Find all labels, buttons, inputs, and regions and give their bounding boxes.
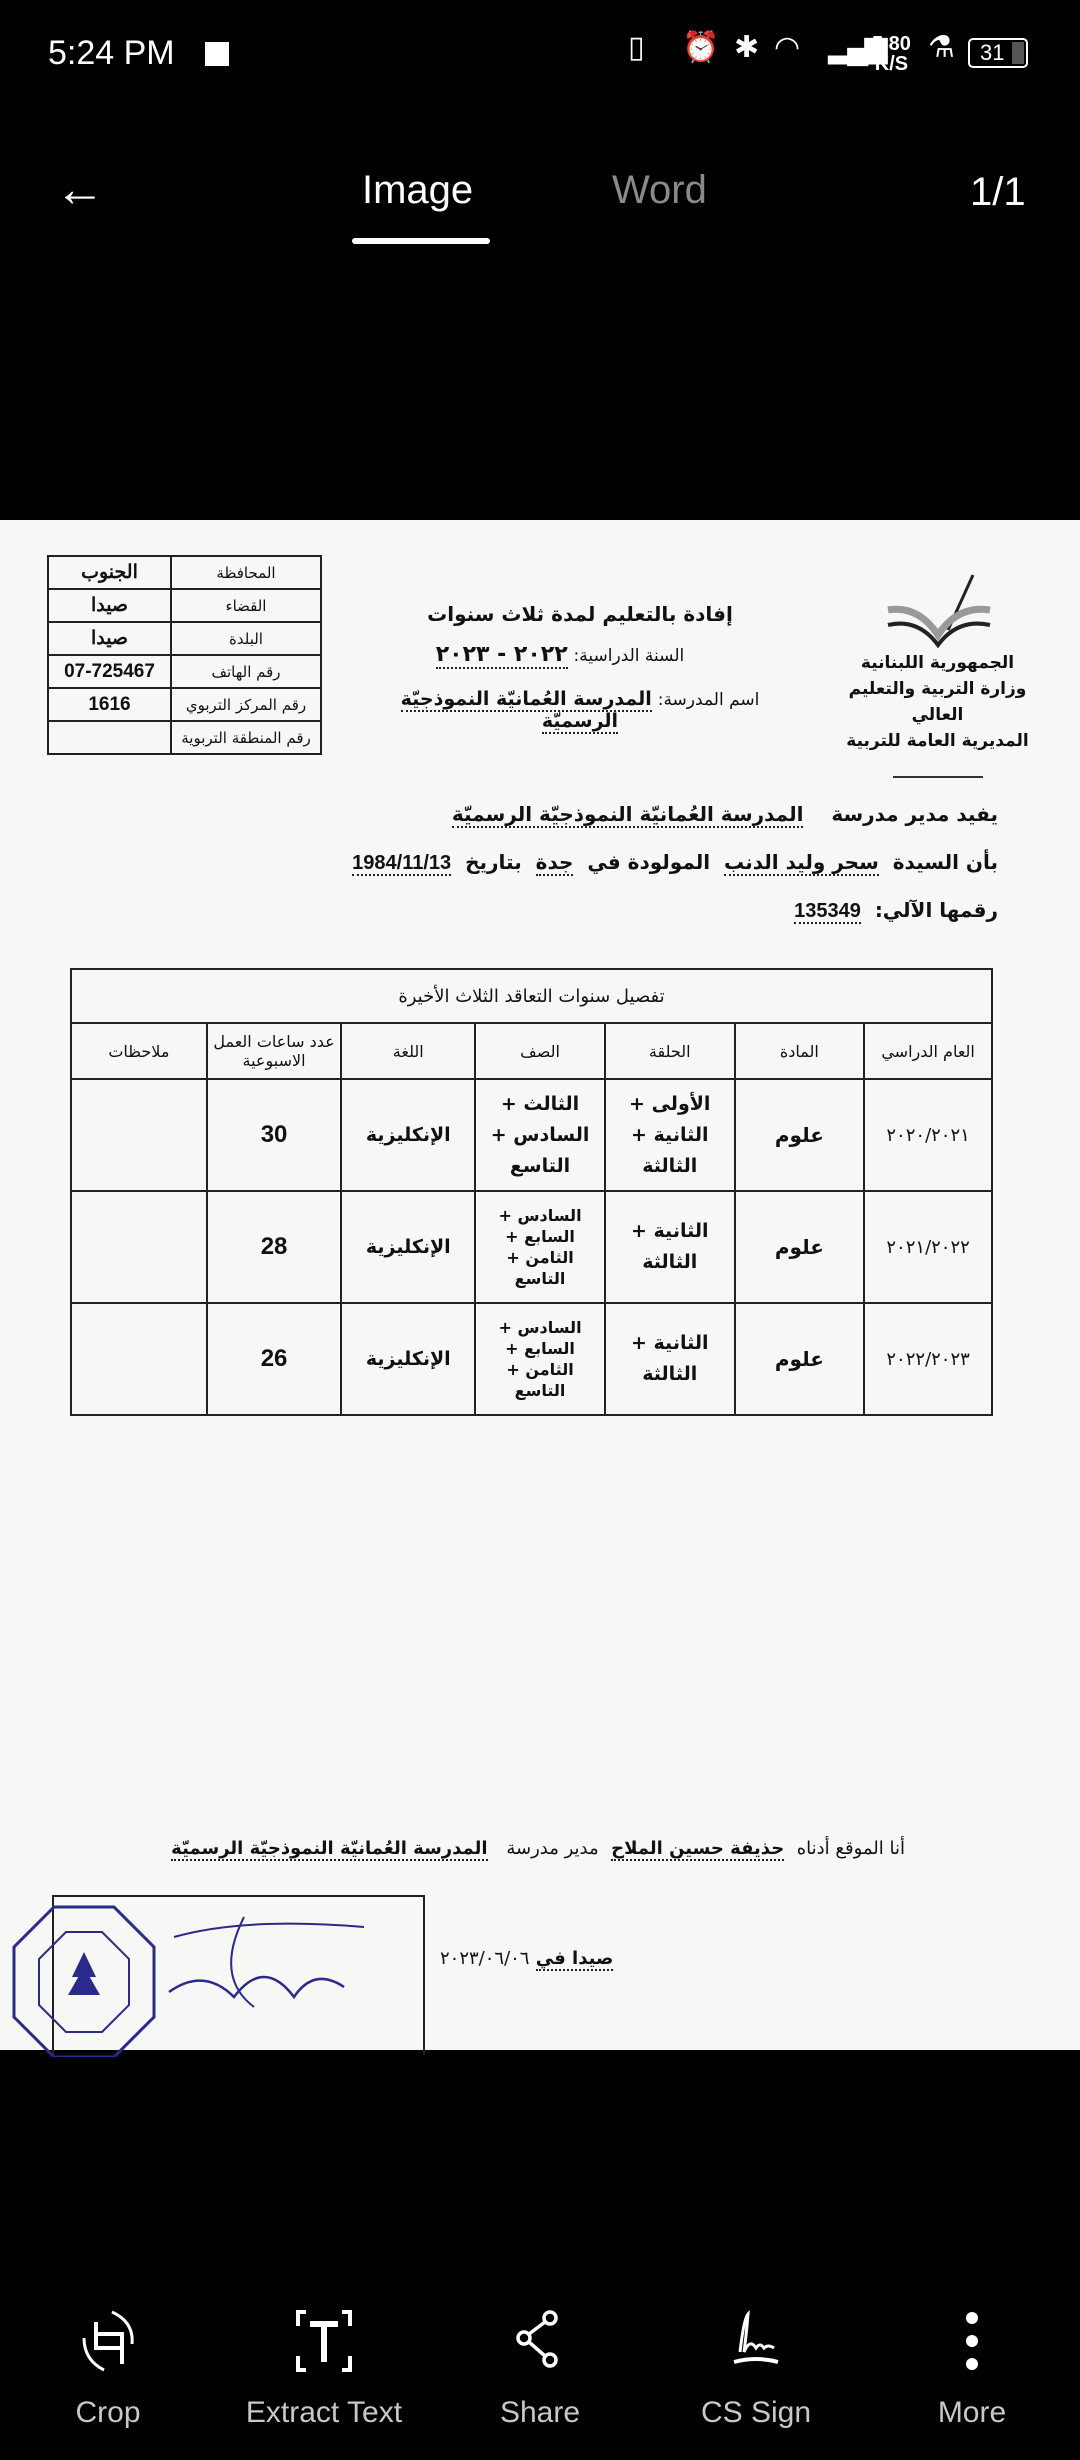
signature-date bbox=[440, 1948, 613, 1969]
school-label: اسم المدرسة: bbox=[657, 690, 760, 710]
document-title: إفادة بالتعليم لمدة ثلاث سنوات bbox=[427, 602, 733, 626]
table-row bbox=[71, 1303, 992, 1415]
cycle-line: الثانية + bbox=[631, 1123, 709, 1146]
info-row bbox=[48, 556, 321, 589]
school-name-line bbox=[360, 688, 800, 732]
cell-hours: 26 bbox=[207, 1303, 342, 1415]
cell-language: الإنكليزية bbox=[341, 1303, 475, 1415]
text: المولودة في bbox=[587, 850, 711, 874]
share-button[interactable] bbox=[432, 2280, 648, 2430]
cycle-line: الثانية + bbox=[631, 1220, 709, 1242]
signature-statement bbox=[171, 1838, 905, 1859]
bluetooth-icon: ✱ bbox=[734, 31, 760, 64]
cell-grade bbox=[475, 1079, 605, 1191]
academic-year bbox=[360, 642, 760, 667]
tab-image[interactable]: Image bbox=[362, 168, 474, 212]
more-button[interactable] bbox=[864, 2280, 1080, 2430]
info-value: 1616 bbox=[48, 688, 171, 721]
column-header: اللغة bbox=[341, 1023, 475, 1079]
text: مدير مدرسة bbox=[506, 1838, 599, 1859]
cell-hours: 30 bbox=[207, 1079, 342, 1191]
alarm-icon: ⏰ bbox=[682, 31, 720, 64]
date: ٢٠٢٣/٠٦/٠٦ bbox=[440, 1948, 530, 1969]
table-caption: تفصيل سنوات التعاقد الثلاث الأخيرة bbox=[71, 969, 992, 1023]
person-name: سحر وليد الدنب bbox=[724, 850, 879, 874]
text: بأن السيدة bbox=[892, 850, 998, 874]
text: أنا الموقع أدناه bbox=[796, 1838, 905, 1859]
grade-line: السابع + bbox=[505, 1227, 575, 1246]
info-label: رقم الهاتف bbox=[171, 655, 321, 688]
clock: 5:24 PM bbox=[48, 34, 175, 72]
text: رقمها الآلي: bbox=[874, 898, 998, 922]
official-stamp-icon bbox=[4, 1897, 377, 2057]
info-value bbox=[48, 721, 171, 754]
page-indicator: 1/1 bbox=[970, 170, 1026, 214]
signature-icon bbox=[726, 2308, 786, 2374]
grade-line: التاسع bbox=[514, 1269, 566, 1288]
year-label: السنة الدراسية: bbox=[573, 646, 685, 666]
column-header: الحلقة bbox=[605, 1023, 735, 1079]
info-row bbox=[48, 655, 321, 688]
vibrate-icon: ▯ bbox=[628, 31, 645, 64]
cell-language: الإنكليزية bbox=[341, 1079, 475, 1191]
battery-level: 31 bbox=[980, 40, 1005, 65]
info-value: صيدا bbox=[48, 622, 171, 655]
text: يفيد مدير مدرسة bbox=[831, 802, 998, 826]
extract-text-label: Extract Text bbox=[245, 2396, 403, 2429]
cell-year: ٢٠٢٠/٢٠٢١ bbox=[864, 1079, 992, 1191]
cell-cycle bbox=[605, 1191, 735, 1303]
network-speed: 5.80 K/S bbox=[872, 33, 911, 75]
grade-line: الثامن + bbox=[506, 1360, 574, 1379]
cell-subject: علوم bbox=[735, 1303, 865, 1415]
tab-word[interactable]: Word bbox=[612, 168, 707, 212]
wifi-icon: ◠ bbox=[774, 31, 801, 64]
divider bbox=[893, 776, 983, 778]
back-arrow-icon[interactable]: ← bbox=[55, 161, 105, 217]
cell-subject: علوم bbox=[735, 1079, 865, 1191]
grade-line: الثالث + bbox=[500, 1092, 580, 1115]
grade-line: السادس + bbox=[490, 1123, 590, 1146]
logo-line-1: الجمهورية اللبنانية bbox=[860, 653, 1015, 673]
year-value: ٢٠٢٢ - ٢٠٢٣ bbox=[435, 642, 568, 667]
cs-sign-button[interactable] bbox=[648, 2280, 864, 2430]
info-label: القضاء bbox=[171, 589, 321, 622]
school-value: المدرسة العُمانيّة النموذجيّة الرسميّة bbox=[400, 688, 652, 732]
flask-icon: ⚗ bbox=[928, 31, 955, 64]
birth-place: جدة bbox=[535, 850, 574, 874]
more-label: More bbox=[937, 2396, 1007, 2429]
cycle-line: الثالثة bbox=[642, 1251, 698, 1273]
cell-grade bbox=[475, 1303, 605, 1415]
cell-notes bbox=[71, 1191, 207, 1303]
extract-text-icon bbox=[294, 2308, 354, 2374]
column-header: المادة bbox=[735, 1023, 865, 1079]
cycle-line: الثالثة bbox=[642, 1363, 698, 1385]
grade-line: السابع + bbox=[505, 1339, 575, 1358]
info-row bbox=[48, 622, 321, 655]
cell-year: ٢٠٢٢/٢٠٢٣ bbox=[864, 1303, 992, 1415]
cell-year: ٢٠٢١/٢٠٢٢ bbox=[864, 1191, 992, 1303]
cell-subject: علوم bbox=[735, 1191, 865, 1303]
column-header: الصف bbox=[475, 1023, 605, 1079]
extract-text-button[interactable] bbox=[216, 2280, 432, 2430]
grade-line: السادس + bbox=[498, 1318, 582, 1337]
table-row bbox=[71, 1191, 992, 1303]
info-value: الجنوب bbox=[48, 556, 171, 589]
column-header: العام الدراسي bbox=[864, 1023, 992, 1079]
info-label: رقم المنطقة التربوية bbox=[171, 721, 321, 754]
employee-number: 135349 bbox=[794, 900, 861, 922]
place: صيدا في bbox=[535, 1948, 614, 1969]
school-info-table bbox=[47, 555, 322, 755]
contract-years-table bbox=[70, 968, 993, 1416]
info-value: صيدا bbox=[48, 589, 171, 622]
body-line-2 bbox=[352, 850, 998, 875]
info-value: 07-725467 bbox=[48, 655, 171, 688]
info-label: البلدة bbox=[171, 622, 321, 655]
grade-line: السادس + bbox=[498, 1206, 582, 1225]
logo-line-2: وزارة التربية والتعليم العالي bbox=[848, 679, 1027, 725]
cycle-line: الثالثة bbox=[642, 1154, 698, 1177]
text: بتاريخ bbox=[465, 850, 522, 874]
cell-hours: 28 bbox=[207, 1191, 342, 1303]
signal-icon: ▂▄▆ bbox=[828, 31, 884, 64]
ministry-logo bbox=[830, 570, 1045, 778]
birth-date: 1984/11/13 bbox=[352, 852, 452, 874]
cell-cycle bbox=[605, 1303, 735, 1415]
share-icon bbox=[510, 2308, 570, 2374]
school-name: المدرسة العُمانيّة النموذجيّة الرسميّة bbox=[451, 802, 804, 826]
cs-sign-label: CS Sign bbox=[700, 2396, 812, 2429]
recording-icon bbox=[205, 42, 229, 66]
column-header: ملاحظات bbox=[71, 1023, 207, 1079]
grade-line: التاسع bbox=[514, 1381, 566, 1400]
more-vertical-icon bbox=[942, 2308, 1002, 2374]
school-name: المدرسة العُمانيّة النموذجيّة الرسميّة bbox=[171, 1838, 488, 1859]
share-label: Share bbox=[499, 2396, 581, 2429]
top-nav bbox=[0, 150, 1080, 260]
cell-grade bbox=[475, 1191, 605, 1303]
battery-icon bbox=[968, 38, 1028, 68]
info-row bbox=[48, 589, 321, 622]
cell-cycle bbox=[605, 1079, 735, 1191]
status-bar bbox=[0, 0, 1080, 110]
body-line-3 bbox=[794, 898, 998, 923]
logo-line-3: المديرية العامة للتربية bbox=[846, 731, 1029, 751]
crop-button[interactable] bbox=[0, 2280, 216, 2430]
grade-line: التاسع bbox=[509, 1154, 571, 1177]
column-header: عدد ساعات العمل الاسبوعية bbox=[207, 1023, 342, 1079]
active-tab-indicator bbox=[352, 238, 490, 244]
table-row bbox=[71, 1079, 992, 1191]
info-row bbox=[48, 688, 321, 721]
book-logo-icon bbox=[878, 570, 998, 650]
stamp-box bbox=[52, 1895, 425, 2055]
info-row bbox=[48, 721, 321, 754]
cell-notes bbox=[71, 1303, 207, 1415]
cycle-line: الثانية + bbox=[631, 1332, 709, 1354]
bottom-toolbar bbox=[0, 2280, 1080, 2460]
signer-name: حذيفة حسين الملاح bbox=[611, 1838, 785, 1859]
cell-language: الإنكليزية bbox=[341, 1191, 475, 1303]
body-line-1 bbox=[452, 802, 998, 826]
cycle-line: الأولى + bbox=[629, 1092, 711, 1115]
crop-icon bbox=[78, 2308, 138, 2374]
crop-label: Crop bbox=[75, 2396, 141, 2429]
document-image bbox=[0, 520, 1080, 2050]
info-label: رقم المركز التربوي bbox=[171, 688, 321, 721]
cell-notes bbox=[71, 1079, 207, 1191]
grade-line: الثامن + bbox=[506, 1248, 574, 1267]
info-label: المحافظة bbox=[171, 556, 321, 589]
